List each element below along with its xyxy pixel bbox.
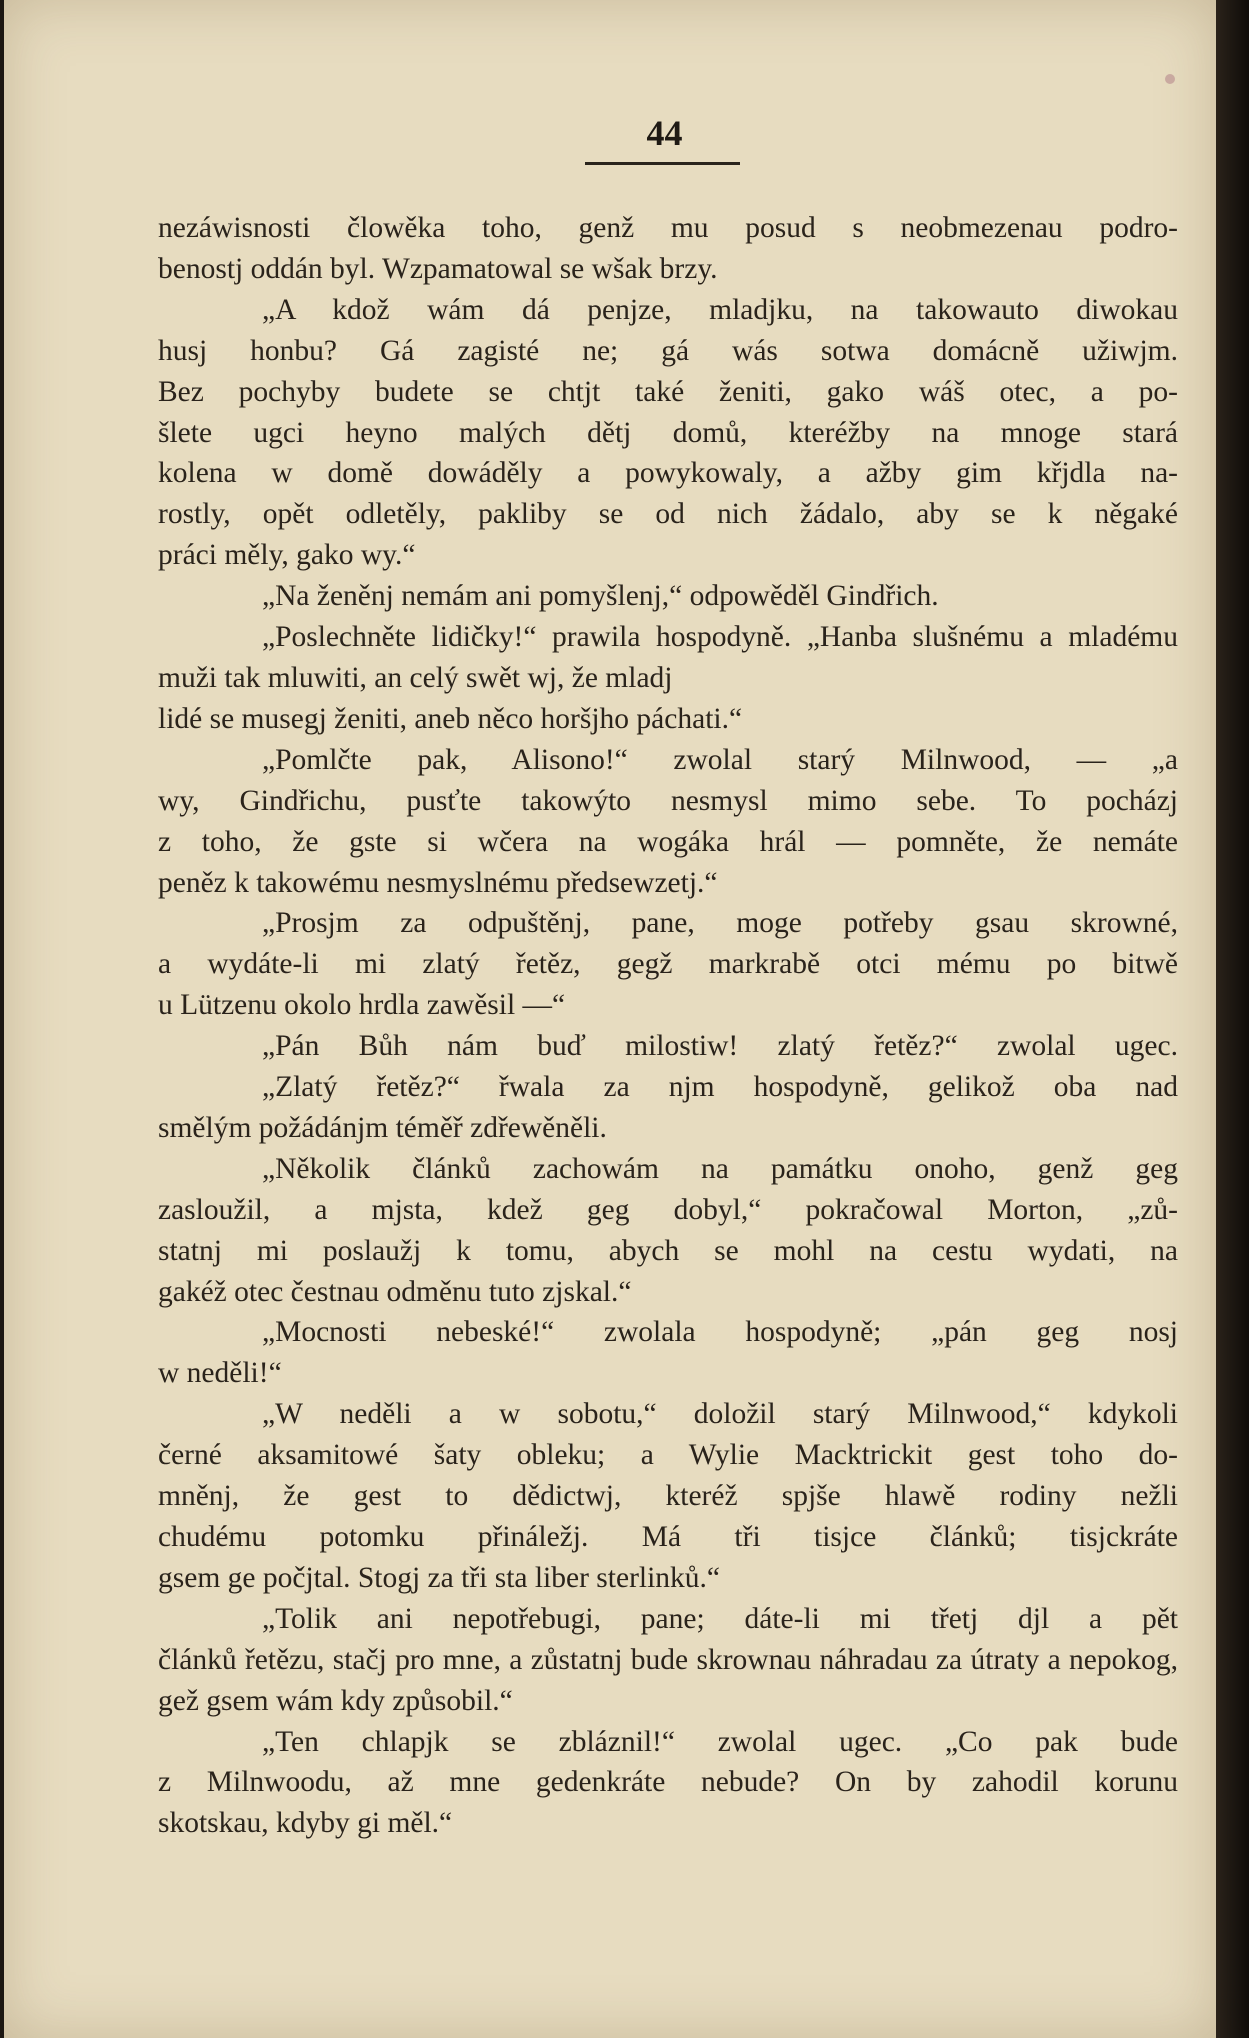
text-line: „Mocnosti nebeské!“ zwolala hospodyně; „pán geg nosj [262,1316,1178,1349]
text-line: „W neděli a w sobotu,“ doložil starý Milnwood,“ kdykoli [262,1398,1178,1431]
text-line: kolena w domě dowáděly a powykowaly, a ažby gim křjdla na- [158,457,1178,490]
text-line: Bez pochyby budete se chtjt také ženiti, gako wáš otec, a po- [158,375,1178,408]
text-line: „Ten chlapjk se zbláznil!“ zwolal ugec. „Co pak bude [262,1725,1178,1758]
text-line: „Několik článků zachowám na památku onoho, genž geg [262,1152,1178,1185]
text-line: černé aksamitowé šaty obleku; a Wylie Macktrickit gest toho do- [158,1439,1178,1472]
ink-spot [1165,74,1175,84]
text-line: benostj oddán byl. Wzpamatowal se wšak brzy. [158,252,718,285]
text-line: z toho, že gste si wčera na wogáka hrál — pomněte, že nemáte [158,825,1178,858]
text-line: a wydáte-li mi zlatý řetěz, gegž markrabě otci mému po bitwě [158,948,1178,981]
text-line: „A kdož wám dá penjze, mladjku, na takowauto diwokau [262,293,1178,326]
text-line: smělým požádánjm téměř zdřewěněli. [158,1111,607,1144]
page-number: 44 [646,113,683,153]
text-line: gsem ge počjtal. Stogj za tři sta liber sterlinků.“ [158,1561,720,1594]
text-line: šlete ugci heyno malých dětj domů, kteréžby na mnoge stará [158,416,1178,449]
text-line: skotskau, kdyby gi měl.“ [158,1807,453,1840]
text-line: „Prosjm za odpuštěnj, pane, moge potřeby gsau skrowné, [262,907,1178,940]
text-line: wy, Gindřichu, pusťte takowýto nesmysl mimo sebe. To pocházj [158,784,1178,817]
text-line: peněz k takowému nesmyslnému předsewzetj.“ [158,866,718,899]
header-rule [585,162,740,165]
text-line: statnj mi poslaužj k tomu, abych se mohl na cestu wydati, na [158,1234,1178,1267]
text-line: chudému potomku přináležj. Má tři tisjce článků; tisjckráte [158,1521,1178,1553]
text-line: husj honbu? Gá zagisté ne; gá wás sotwa domácně užiwjm. [158,334,1178,367]
text-line: w neděli!“ [158,1357,282,1390]
text-line: u Lützenu okolo hrdla zawěsil —“ [158,989,566,1022]
text-line: rostly, opět odletěly, pakliby se od nich žádalo, aby se k něgaké [158,498,1178,531]
text-line: práci měly, gako wy.“ [158,539,416,572]
text-line: zasloužil, a mjsta, kdež geg dobyl,“ pokračowal Morton, „zů- [158,1193,1178,1226]
text-line: „Poslechněte lidičky!“ prawila hospodyně. „Hanba slušnému a mladému muži tak mluwiti, an celý swět wj, že mladj [158,621,1178,694]
text-line: „Pomlčte pak, Alisono!“ zwolal starý Milnwood, — „a [262,743,1178,776]
body-text [158,208,1178,1844]
page-edge [1216,0,1249,2038]
text-line: „Zlatý řetěz?“ řwala za njm hospodyně, gelikož oba nad [262,1071,1178,1104]
text-line: „Tolik ani nepotřebugi, pane; dáte-li mi třetj djl a pět [262,1602,1178,1635]
text-line: nezáwisnosti člowěka toho, genž mu posud s neobmezenau podro- [158,212,1178,244]
text-line: mněnj, že gest to dědictwj, kteréž spjše hlawě rodiny nežli [158,1480,1178,1513]
text-line: článků řetězu, stačj pro mne, a zůstatnj bude skrownau náhradau za útraty a nepokog, gež gsem wám kdy způsobil.“ [158,1643,1178,1717]
text-line: gakéž otec čestnau odměnu tuto zjskal.“ [158,1275,632,1308]
text-line: lidé se musegj ženiti, aneb něco horšjho páchati.“ [158,702,743,735]
text-line: z Milnwoodu, až mne gedenkráte nebude? On by zahodil korunu [158,1766,1178,1799]
text-line: „Na ženěnj nemám ani pomyšlenj,“ odpowěděl Gindřich. [262,580,939,613]
text-line: „Pán Bůh nám buď milostiw! zlatý řetěz?“ zwolal ugec. [262,1030,1178,1063]
